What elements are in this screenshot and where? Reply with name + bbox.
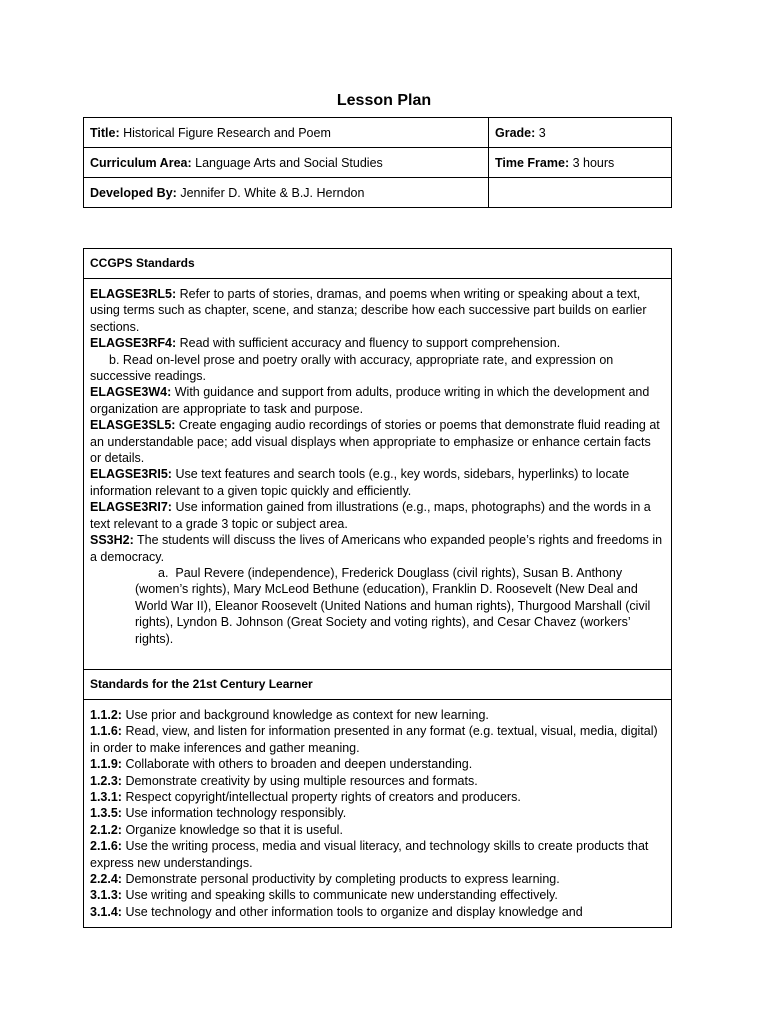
standard-code: 2.1.2: xyxy=(90,822,122,837)
standard-item xyxy=(90,532,665,565)
grade-value: 3 xyxy=(538,125,546,140)
standard-text: Refer to parts of stories, dramas, and poems when writing or speaking about a text, using terms such as chapter, scene, and stanza; describe how each successive part builds on earlier sections. xyxy=(90,287,647,334)
title-cell xyxy=(84,118,489,148)
century-learner-heading: Standards for the 21st Century Learner xyxy=(84,670,671,700)
century-learner-body xyxy=(84,700,671,926)
standard-code: 2.1.6: xyxy=(90,839,122,854)
standard-item xyxy=(90,286,665,335)
standard-code: 1.3.1: xyxy=(90,790,122,805)
developed-cell xyxy=(84,178,489,208)
grade-cell xyxy=(489,118,672,148)
standard-text: Organize knowledge so that it is useful. xyxy=(125,822,343,837)
curriculum-value: Language Arts and Social Studies xyxy=(195,155,383,170)
standard-text: Use information gained from illustrations (e.g., maps, photographs) and the words in a text relevant to a grade 3 topic or subject area. xyxy=(90,500,651,531)
standard-item xyxy=(90,723,665,756)
standard-item xyxy=(90,756,665,772)
standard-code: 1.1.6: xyxy=(90,724,122,739)
standard-item xyxy=(90,822,665,838)
standard-code: ELAGSE3RL5: xyxy=(90,287,177,301)
developed-value: Jennifer D. White & B.J. Herndon xyxy=(180,185,365,200)
ccgps-standards-section xyxy=(83,248,672,670)
standard-code: 3.1.3: xyxy=(90,888,122,903)
standard-code: 3.1.4: xyxy=(90,904,122,919)
title-value: Historical Figure Research and Poem xyxy=(123,125,331,140)
standard-text: Respect copyright/intellectual property rights of creators and producers. xyxy=(125,790,521,805)
standard-code: SS3H2: xyxy=(90,533,134,548)
standard-text: The students will discuss the lives of Americans who expanded people’s rights and freedoms in a democracy. xyxy=(90,533,663,564)
timeframe-value: 3 hours xyxy=(572,155,615,170)
standard-subitem xyxy=(90,352,665,385)
page-title: Lesson Plan xyxy=(336,92,432,109)
standard-text: Create engaging audio recordings of stories or poems that demonstrate fluid reading at an understandable pace; add visual displays when appropriate to emphasize or enhance certain facts or details. xyxy=(90,418,660,466)
standard-text: Use information technology responsibly. xyxy=(125,806,347,821)
standard-code: 1.3.5: xyxy=(90,806,122,821)
table-row xyxy=(84,118,672,148)
curriculum-label: Curriculum Area: xyxy=(90,155,192,170)
standard-item xyxy=(90,773,665,789)
standard-item xyxy=(90,499,665,532)
standard-item xyxy=(90,805,665,821)
standard-code: ELAGSE3RI5: xyxy=(90,467,172,482)
curriculum-cell xyxy=(84,148,489,178)
grade-label: Grade: xyxy=(495,125,536,140)
standard-text: Use writing and speaking skills to communicate new understanding effectively. xyxy=(125,888,558,903)
standard-code: ELAGSE3RF4: xyxy=(90,336,177,351)
sublist-label: a. xyxy=(158,565,169,580)
standard-code: 1.2.3: xyxy=(90,773,122,788)
lesson-info-table xyxy=(83,117,672,208)
standard-code: ELASGE3SL5: xyxy=(90,418,176,433)
standard-item xyxy=(90,466,665,499)
standard-item xyxy=(90,838,665,871)
standard-item xyxy=(90,384,665,417)
century-learner-section xyxy=(83,669,672,928)
standard-text: Read, view, and listen for information presented in any format (e.g. textual, visual, media, digital) in order to make inferences and gather meaning. xyxy=(90,724,658,755)
ccgps-body xyxy=(84,279,671,653)
standard-text: Collaborate with others to broaden and deepen understanding. xyxy=(125,757,473,772)
standard-code: 1.1.9: xyxy=(90,757,122,772)
standard-text: Use prior and background knowledge as context for new learning. xyxy=(125,708,489,722)
standard-item xyxy=(90,707,665,723)
developed-label: Developed By: xyxy=(90,185,177,200)
title-label: Title: xyxy=(90,125,120,140)
standard-text: With guidance and support from adults, produce writing in which the development and organization are appropriate to task and purpose. xyxy=(90,385,650,416)
historical-figures-text: Paul Revere (independence), Frederick Douglass (civil rights), Susan B. Anthony (women’s rights), Mary McLeod Bethune (education), Franklin D. Roosevelt (New Deal and World War II), Eleanor Roosevelt (United Nations and human rights), Thurgood Marshall (civil rights), Lyndon B. Johnson (Great Society and voting rights), and Cesar Chavez (workers’ rights). xyxy=(135,565,651,646)
standard-item xyxy=(90,335,665,351)
standard-item xyxy=(90,904,665,920)
standard-text: Demonstrate personal productivity by completing products to express learning. xyxy=(125,872,560,887)
timeframe-label: Time Frame: xyxy=(495,155,570,170)
standard-text: Use the writing process, media and visual literacy, and technology skills to create products that express new understandings. xyxy=(90,839,649,870)
standard-text: b. Read on-level prose and poetry orally with accuracy, appropriate rate, and expression on successive readings. xyxy=(90,352,614,384)
standard-text: Use text features and search tools (e.g., key words, sidebars, hyperlinks) to locate information relevant to a given topic quickly and efficiently. xyxy=(90,467,630,498)
standard-code: 2.2.4: xyxy=(90,872,122,887)
timeframe-cell xyxy=(489,148,672,178)
standard-text: Read with sufficient accuracy and fluency to support comprehension. xyxy=(179,336,561,351)
table-row xyxy=(84,148,672,178)
standard-text: Demonstrate creativity by using multiple resources and formats. xyxy=(125,773,478,788)
empty-cell xyxy=(489,178,672,208)
standard-item xyxy=(90,789,665,805)
ccgps-heading: CCGPS Standards xyxy=(84,249,671,279)
standard-code: ELAGSE3W4: xyxy=(90,385,172,400)
standard-item xyxy=(90,887,665,903)
standard-item xyxy=(90,417,665,466)
standard-item xyxy=(90,871,665,887)
historical-figures-list xyxy=(90,565,665,647)
standard-code: ELAGSE3RI7: xyxy=(90,500,172,515)
standard-code: 1.1.2: xyxy=(90,708,122,722)
standard-text: Use technology and other information tools to organize and display knowledge and xyxy=(125,904,583,919)
table-row xyxy=(84,178,672,208)
